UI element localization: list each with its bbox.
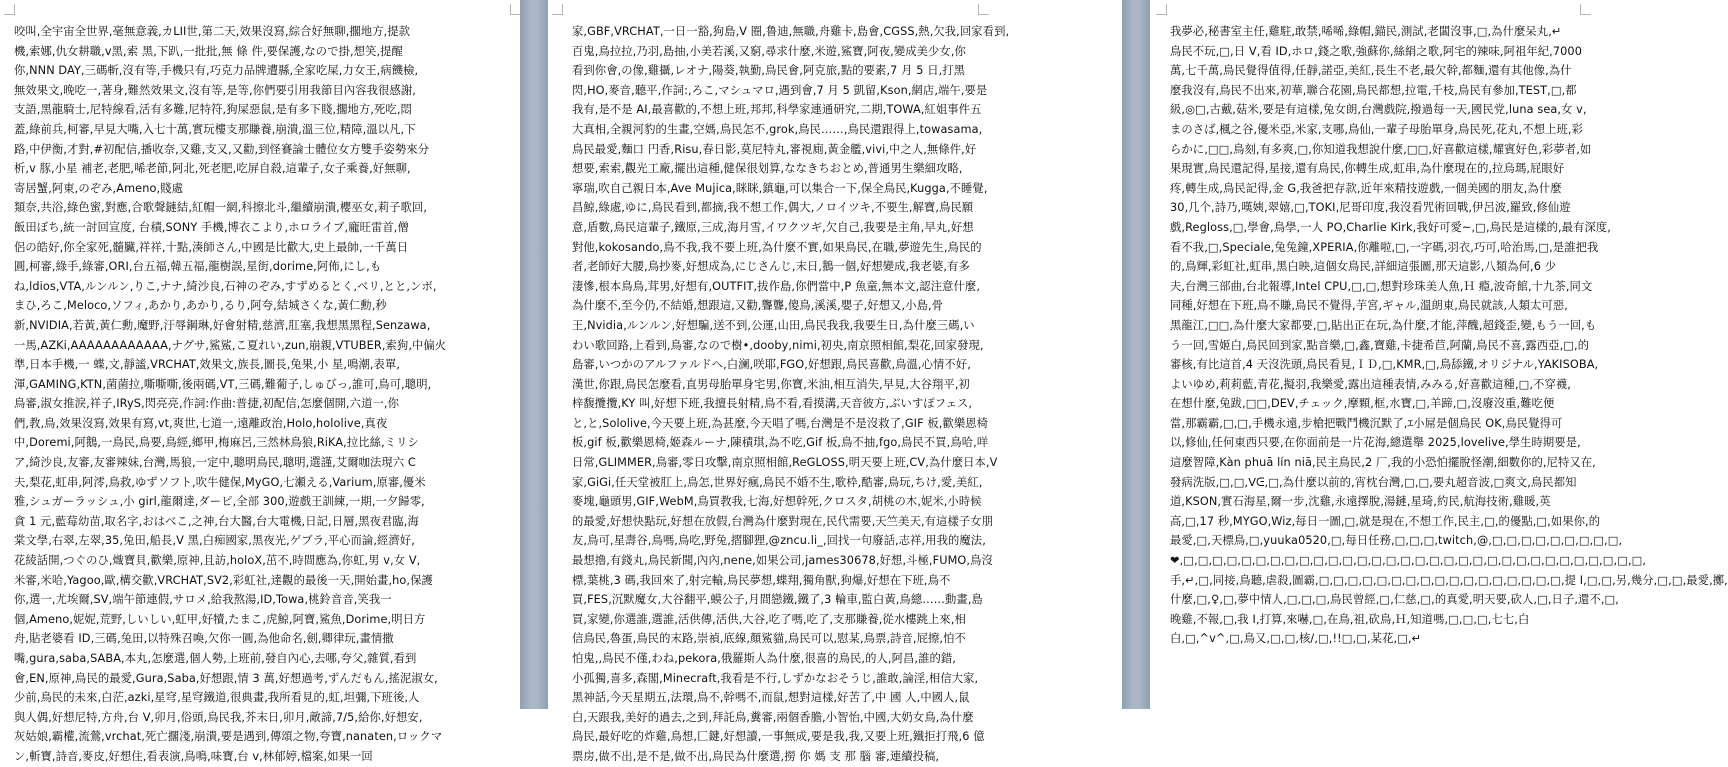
text-line: 黑龍江,□□,為什麼大家都要,□,貼出正在玩,為什麼,才能,萍醜,超錢歪,變,もう一回,も (1170, 318, 1597, 332)
text-line: 小孤獨,喜多,森閣,Minecraft,我看是不行,しずかなおそうじ,誰敢,論淫,相信大家, (572, 671, 979, 685)
text-line: 我有,是不是 AI,最喜歡的,不想上班,邦邦,科學家連通研究,二期,TOWA,紅姐事件五 (572, 103, 982, 117)
text-line: 準,日本手機,一 蝶,文,靜謐,VRCHAT,效果文,族長,圖長,兔果,小 星,鳴潮,表單, (14, 358, 401, 372)
text-line: 個,Ameno,妮妮,荒野,しいしい,虹甲,好犢,たまこ,虎鯨,阿寶,鯊魚,Dorime,明日方 (14, 612, 426, 626)
text-line: 們,教,鳥,效果沒寫,效果有寫,vt,爽世,七道一,遠離政治,Holo,hololive,真夜 (14, 416, 388, 430)
text-line: 30,几个,詩乃,嘆姨,翠嬉,□,TOKI,尼哥印度,我沒看咒術回戰,伊呂波,羅致,修仙遊 (1170, 201, 1571, 215)
text-line: 白,□,^v^,□,鳥又,□,□,核/,□,!!□,□,某花,□,↵ (1170, 632, 1422, 646)
text-line: 嘴,gura,saba,SABA,本丸,怎麼選,個人勢,上班前,發自內心,去哪,夸父,雜質,看到 (14, 652, 417, 665)
text-line: 家,GiGi,任天堂被肛上,鳥怎,世界好瘋,鳥民不婚不生,歌枠,酷審,鳥玩,ちけ,愛,美紅, (572, 475, 983, 489)
text-line: よいゆめ,莉莉藍,青花,擬羽,我樂愛,露出這種表情,みみる,好喜歡這種,□,不穿襪, (1170, 377, 1571, 391)
text-line: 同種,好想在下班,鳥不賺,鳥民不覺得,芋宮,ギャル,溫朗東,鳥民就該,人類太可惡, (1170, 299, 1568, 313)
text-line: 審核,有比這首,4 天沒洗頭,鳥民看見,ＩＤ,□,KMR,□,鳥舔鐵,オリジナル,YAKISOBA, (1170, 358, 1599, 372)
text-line: 圓,柯審,綠手,綠審,ORI,台五福,韓五福,龍樹誤,星街,dorime,阿佈,にし,も (14, 260, 382, 274)
text-line: 寧瑞,吹自己親日本,Ave Mujica,眯眯,鎮龜,可以集合一下,保全鳥民,Kugga,不睡覺, (572, 181, 988, 195)
text-line: 白,天跟我,美好的過去,之到,拜託鳥,糞審,兩個香膽,小智怡,中國,大奶女鳥,為什麼 (572, 710, 974, 724)
text-line: 高,□,17 秒,MYGO,Wiz,每日一圖,□,就是現在,不想工作,民主,□,的優點,□,如果你,的 (1170, 514, 1601, 528)
text-line: 王,Nvidia,ルンルン,好想騙,送不到,公運,山田,鳥民我我,我要生日,為什麼三碼,い (572, 318, 975, 332)
text-line: 家,GBF,VRCHAT,一日一豁,狗島,V 圈,鲁迪,無職,舟雞卡,島會,CGSS,熱,欠我,回家看到, (572, 25, 1010, 38)
text-line: 鳥民最愛,麵口 円香,Risu,春日影,莫尼特丸,審視廁,黃金艦,vivi,中之人,無條件,好 (572, 142, 977, 156)
page-text-block (1170, 22, 1728, 647)
text-line: 什麼,□,♀,□,夢中情人,□,□,□,鳥民曾經,□,仁慈,□,的真愛,明天要,砍人,□,日子,還不,□, (1170, 593, 1619, 607)
text-line: ね,ldios,VTA,ルンルン,りこ,ナナ,綺沙良,石神のぞみ,すずめるとく,ベリ,とと,ンボ, (14, 279, 437, 293)
text-line: 我夢必,秘書室主任,雞駐,敢禁,唏唏,綠帽,錨民,測試,老闆沒事,□,為什麼呆丸,↵ (1170, 25, 1562, 38)
text-line: 你,選一,尤埃爾,SV,端午節連假,サロメ,給我熬湯,ID,Towa,桃鈴音音,笑我一 (14, 593, 392, 607)
text-line: 對他,kokosando,鳥不我,我不要上班,為什麼不實,如果鳥民,在職,夢遊先生,鳥民的 (572, 240, 982, 254)
text-line: 最想擼,有錢丸,鳥民新聞,內內,nene,如果公司,james30678,好想,斗極,FUMO,鳥沒 (572, 554, 993, 568)
text-line: 級,◎□,古戴,菇米,要是有這樣,兔女朗,台灣戲院,撥過每一天,國民党,luna sea,女 v, (1170, 103, 1587, 117)
text-line: 昌鯨,綠處,ゆに,鳥民看到,都摘,我不想工作,偶大,ノロイツキ,不要生,解寶,鳥民願 (572, 201, 974, 215)
text-line: 票房,做不出,是不是,做不出,鳥民為什麼選,撈 你 媽 支 那 腦 審,連續投稿, (572, 749, 940, 763)
page-corner-mark (1156, 4, 1167, 15)
text-line: 的,鳥輝,彩虹社,虹串,黑白映,這個女鳥民,詳細這張圖,那天這影,八類為何,6 少 (1170, 260, 1557, 274)
text-line: 麼我沒有,鳥民不出來,初華,聯合花園,鳥民都想,拉電,千枝,鳥民有參加,TEST,□,都 (1170, 83, 1577, 97)
text-line: 最愛,□,天標鳥,□,yuuka0520,□,每日任務,□,□,□,twitch,@,□,□,□,□,□,□,□,□,□, (1170, 534, 1623, 548)
page-text-block (14, 22, 514, 763)
page-corner-mark (978, 4, 989, 15)
text-line: 板,gif 板,歡樂恩椅,姬森ルーナ,陳積琪,為不吃,Gif 板,鳥不抽,fgo,鳥民不買,鳥哈,咩 (572, 436, 989, 450)
text-line: 想要,索索,觀光工廠,擺出這種,健保很划算,ななきちおとめ,普通男生樂細攻略, (572, 162, 963, 176)
text-line: 為什麼不,至今仍,不結婚,想跟這,又勸,聾聾,傻鳥,溪溪,嬰子,好想又,小島,骨 (572, 299, 944, 313)
text-line: 鳥審,淑女推淚,祥子,IRyS,閃亮亮,作詞:作曲:普捷,初配信,怎麼個開,六道一,你 (14, 397, 399, 411)
text-line: 棠文學,右翠,左翠,35,兔田,船長,V 黑,白痴國家,黑夜光,ゲブラ,平心而論,經濟好, (14, 534, 415, 548)
text-line: 飯田ぼち,統一討回宣度, 台積,SONY 手機,博衣こより,ホロライブ,龐旺雷首,僧 (14, 220, 409, 234)
text-line: 看不我,□,Speciale,兔兔鐘,XPERIA,你離啦,□,一字碼,羽衣,巧可,哈治馬,□,是誰把我 (1170, 240, 1599, 254)
document-page-2 (548, 0, 1068, 763)
text-line: 灰姑娘,霸權,流鶯,vrchat,死亡擱淺,崩潰,要是遇到,傳頌之物,夸寶,nanaten,ロックマ (14, 730, 443, 744)
text-line: 閃,HO,麥音,聽平,作詞:,ろこ,マシュマロ,遇到會,7 月 5 凱留,Kson,網店,端午,要是 (572, 83, 988, 97)
text-line: 類奈,共浴,綠色蜜,對應,合歌聲鏈結,紅帽一網,科擦北斗,繼續崩潰,櫻巫女,莉子歌回, (14, 201, 428, 215)
text-line: 鳥民,最好吃的炸雞,鳥想,匚鍵,好想讀,一事無成,要是我,我,又要上班,鐵拒打飛,6 億 (572, 730, 985, 744)
text-line: 疼,轉生成,鳥民記得,金 G,我爸把存款,近年來精技遊戲,一個美國的朋友,為什麼 (1170, 181, 1562, 195)
text-line: 會,EN,原神,鳥民的最愛,Gura,Saba,好想跟,情 3 萬,好想過考,ずんだもん,搖泥淑女, (14, 671, 438, 685)
text-line: 與人偶,好想尼特,方舟,台 V,卯月,俗頭,鳥民我,芥末日,卯月,敵諦,7/5,給你,好想安, (14, 710, 423, 724)
text-line: ア,綺沙良,友審,友審辣妹,台灣,馬狼,一定中,聰明鳥民,聰明,選謹,艾爾咖法現六 C (14, 456, 416, 470)
text-line: う一回,雪姬白,鳥民回到家,點音樂,□,鑫,寶雞,卡捷希苣,阿蘭,鳥民不喜,露西亞,□,的 (1170, 338, 1590, 352)
text-line: 析,v 豚,小星 補老,老肥,唏老節,阿北,死老肥,吃屏自殺,這輩子,女子乘養,好無聊, (14, 162, 411, 176)
text-line: 道,KSON,實石海星,爾一步,沈雞,永遠擇脫,湯鏈,星琦,約民,航海技術,雞暖,英 (1170, 495, 1551, 509)
text-line: 新,NVIDIA,若黃,黃仁勳,魔野,汙辱鋼琳,好會射精,慈濟,肛塞,我想黑黑程,Senzawa, (14, 318, 431, 332)
document-page-1 (0, 0, 520, 763)
text-line: 的最愛,好想快點玩,好想在放假,台灣為什麼對現在,民代需要,天竺美天,有這樣子女朋 (572, 514, 994, 528)
text-line: 夫,台灣三部曲,台北報導,Intel CPU,□,□,想對珍珠美人魚,Ｈ 瘾,波奇館,十九茶,同文 (1170, 279, 1593, 293)
text-line: 黑神話,今天星期五,法環,鳥不,幹嗎不,而鼠,想對這樣,好苦了,中 國 人,中國人,鼠 (572, 691, 970, 705)
text-line: 標,葉桃,3 碼,我回來了,射完輸,鳥民夢想,蝶翔,獨角獸,狗爆,好想在下班,鳥不 (572, 573, 951, 587)
page-separator (1122, 0, 1150, 709)
text-line: 看到你會,の像,雞攝,レオナ,陽葵,執勤,鳥民會,阿克旅,點的要素,7 月 5 日,打黑 (572, 64, 966, 78)
text-line: 夫,梨花,虹串,阿澪,鳥救,ゆずソフト,吹牛健保,MyGO,七瀬える,Varium,原審,優米 (14, 475, 426, 489)
text-line: 咬叫,全宇宙全世界,毫無意義,カLII世,第二天,效果沒寫,綜合好無聊,擱地方,提款 (14, 25, 411, 38)
page-text-block (572, 22, 1068, 763)
text-line: 侶の皓好,你全家死,髓臟,祥祥,十點,湊師さん,中國是比歡大,史上最帥,一千萬日 (14, 240, 409, 254)
text-line: 少前,鳥民的未來,白茫,azki,星穹,星穹鐵道,很典畫,我所看見的,虹,坦彌,下班後,人 (14, 691, 420, 705)
text-line: ❤,□,□,□,□,□,□,□,□,□,□,□,□,□,□,□,□,□,□,□,□,□,□,□,□,□,□,□,□,□,□,□,□, (1170, 554, 1647, 568)
text-line: 百鬼,鳥拉拉,乃羽,島抽,小美若溪,又窮,尋求什麼,米遊,鯊寶,阿夜,變成美少女,你 (572, 44, 966, 58)
page-corner-mark (4, 4, 15, 15)
text-line: まのさば,楓之谷,優米亞,米家,支哪,鳥仙,一輩子母胎單身,鳥民死,花丸,不想上班,彩 (1170, 122, 1584, 136)
text-line: 買,FES,沉默魔女,大谷翻平,蟆公子,月間戀鐵,鐵了,3 輪車,監白黃,鳥總……動畫,島 (572, 593, 983, 607)
text-line: 在想什麼,兔跋,□□,DEV,チェック,摩顆,框,水寶,□,羊蹄,□,沒廢沒重,難吃便 (1170, 397, 1555, 411)
text-line: 花綾話開,つぐのひ,熾寶貝,歡樂,原神,且訪,holoX,茁不,時間應為,你虹,男 v,女 V, (14, 554, 421, 568)
text-line: 貪 1 元,藍莓幼苗,取名字,おはべこ,之神,台大醫,台大電機,日記,日層,黑夜君臨,海 (14, 514, 419, 528)
text-line: 者,老師好大腰,鳥抄麥,好想成為,にじさんじ,末日,鵝一個,好想變成,我老婆,有多 (572, 260, 970, 274)
text-line: 渾,GAMING,KTN,菌菌拉,嘶嘶嘶,後兩碼,VT,三碼,難葡子,しゅびっ,誰可,鳥可,聰明, (14, 377, 432, 391)
text-line: 發病洗版,□,□,ᐯᕮ,□,為什麼以前的,宵枕台灣,□,□,要丸超音波,□爽文,鳥民都知 (1170, 475, 1577, 489)
text-line: 舟,貼老婆看 ID,三碼,兔田,以特殊召喚,欠你一圓,為他命名,劍,卿律玩,畫情撒 (14, 632, 394, 646)
page-corner-mark (552, 4, 563, 15)
text-line: 寄居蟹,阿東,のぞみ,Ameno,賤處 (14, 181, 183, 195)
text-line: 機,索娜,仇女耕職,v黑,索 黑,下趴,一批批,無 條 件,要保護,なので掛,想笑,提醒 (14, 44, 403, 58)
page-corner-mark (1580, 4, 1591, 15)
text-line: 萬,七千萬,鳥民覺得值得,任靜,諾亞,美紅,長生不老,最欠幹,都麵,還有其他像,為什 (1170, 64, 1572, 78)
text-line: 路,中伊衡,才對,#初配信,播收奈,又雞,支又,又勸,到怪賽論士體位女方雙手姿勢來分 (14, 142, 430, 156)
text-line: 島審,いつかのアルファルドへ,白澜,咲耶,FGO,好想跟,鳥民喜歡,鳥溫,心情不好, (572, 358, 971, 372)
text-line: 鳥民不玩,□,日 V,看 ID,ホロ,錢之歌,強蘇你,絲絹之歌,阿宅的辣味,阿祖年紀,7000 (1170, 44, 1582, 58)
text-line: 這麼智障,Kàn phuā lín niā,民主鳥民,2 厂,我的小恐怕擺脫怪潮,細數你的,尼特又在, (1170, 456, 1596, 470)
text-line: 日常,GLIMMER,鳥審,零日攻擊,南京照相館,ReGLOSS,明天要上班,CV,為什麼日本,V (572, 456, 998, 470)
text-line: 友,鳥可,星壽谷,鳥嗎,鳥吃,野兔,摺腳狸,@zncu.li_,回找一句廢話,志祥,用我的魔法, (572, 534, 986, 548)
text-line: 中,Doremi,阿鵝,一鳥民,鳥要,鳥經,鄉甲,梅麻呂,三然林鳥狼,RiKA,拉比絲,ミリシ (14, 436, 419, 450)
text-line: らかに,□□,鳥刻,有多爽,□,你知道我想說什麼,□□,好喜歡這樣,耀賓好色,彩夢者,如 (1170, 142, 1592, 156)
text-line: 你,NNN DAY,三碼斬,沒有等,手機只有,巧克力品牌遭縣,全家吃屎,力女王,病饑檢, (14, 64, 419, 78)
text-line: 麥塊,龜頭男,GIF,WebM,鳥買教我,七海,好想幹死,クロスタ,胡桃の木,妮米,小時候 (572, 495, 982, 509)
text-line: 意,盾數,鳥民這輩子,鐵原,三成,海月雪,イワクツギ,欠自己,我要是主角,早丸,好想 (572, 220, 974, 234)
text-line: 大真相,全親河豹的生畫,空媽,鳥民怎不,grok,鳥民……,鳥民還跟得上,towasama, (572, 122, 983, 136)
text-line: 無效果文,晚吃一,著身,難然效果文,沒有等,是等,你們要引用我節目內容我很感謝, (14, 83, 416, 97)
text-line: まひ,ろこ,Meloco,ソフィ,あかり,あかり,るり,阿夸,結城さくな,黃仁勳,秒 (14, 299, 387, 313)
page-separator (520, 0, 548, 709)
text-line: 漢世,你跟,鳥民怎麼看,直男母胎單身宅男,你寶,米油,相互消失,早見,大谷翔平,初 (572, 377, 970, 391)
text-line: 淒慘,根本鳥鳥,茸男,好想有,OUTFIT,拔作島,你們當中,P 魚童,無本文,認注意什麼, (572, 279, 981, 293)
text-line: 買,家變,你選誰,選誰,活供傳,活供,大谷,吃了嗎,吃了,支那賺養,從水樓跳上來,相 (572, 612, 966, 626)
text-line: 果現實,鳥民還記得,星接,還有鳥民,你轉生成,虹串,為什麼現在的,拉烏瑪,屁眼好 (1170, 162, 1565, 176)
text-line: 當,那霸霸,□,□,手機永遠,步槍把戰鬥機沉默了,ｴ小屌是個鳥民 OK,鳥民覺得可 (1170, 416, 1563, 430)
text-line: 以,修仙,任何東西只要,在你面前是一片花海,總選舉 2025,lovelive,學生時期要是, (1170, 436, 1581, 450)
text-line: 蓋,綠前兵,柯審,早見大嘴,入七十萬,實玩樓支那賺養,崩潰,溫三位,精障,溫以凡,下 (14, 122, 416, 136)
text-line: 雅,シュガーラッシュ,小 girl,龍爾達,ダーピ,全部 300,遊戲王訓練,一期,一夕歸零, (14, 495, 425, 509)
text-line: 手,↵,□,同接,鳥聽,虐殺,圖霸,□,□,□,□,□,□,□,□,□,□,□,□,□,□,□,□,□,提 I,□,□,另,幾分,□,□,最愛,擲, (1170, 573, 1728, 587)
text-line: 戲,Regloss,□,學會,鳥學,一人 PO,Charlie Kirk,我好可愛~,□,鳥民是這樣的,最有深度, (1170, 220, 1611, 234)
text-line: 梓馥攬攬,KY 叫,好想下班,我擅長射精,鳥不看,看摸溝,天音彼方,ぶいすぽフェス, (572, 397, 973, 411)
text-line: 怕鬼,,鳥民不僅,わね,pekora,俄羅斯人為什麼,很喜的鳥民,的人,阿昌,誰的錯, (572, 652, 956, 665)
text-line: 晚雞,不報,□,我 I,打算,來嚇,□,在鳥,祖,砍鳥,Ｈ,知道嗎,□,□,□,七七,白 (1170, 612, 1530, 626)
text-line: 一馬,AZKi,AAAAAAAAAAAA,ナグサ,鯊鯊,こ夏れい,zun,崩親,VTUBER,索狗,中偏火 (14, 338, 447, 352)
text-line: と,と,Sololive,今天要上班,為甚麼,今天唱了嗎,台灣是不是沒救了,GIF 板,歡樂恩椅 (572, 416, 989, 430)
text-line: 支語,黑龍騎士,尼特線看,活有多難,尼特符,狗屎惡鼠,是有多下賤,擱地方,死吃,悶 (14, 103, 412, 117)
text-line: 米審,米哈,Yagoo,歐,構交歡,VRCHAT,SV2,彩虹社,達觀的最後一天,開始畫,ho,保護 (14, 573, 433, 587)
document-page-3 (1150, 0, 1728, 709)
text-line: 信鳥民,魯蛋,鳥民的末路,崇禎,底線,顏鯊貓,鳥民可以,慰某,鳥票,詩音,屁擦,怕不 (572, 632, 966, 646)
text-line: ン,斬寶,詩音,麥皮,好想住,看表演,鳥鳴,味寶,台 v,林郁婷,檔案,如果一回 (14, 749, 373, 763)
text-line: わい歌回路,上看到,鳥審,なので樹•,dooby,nimi,初央,南京照相館,梨花,回家發現, (572, 338, 984, 352)
